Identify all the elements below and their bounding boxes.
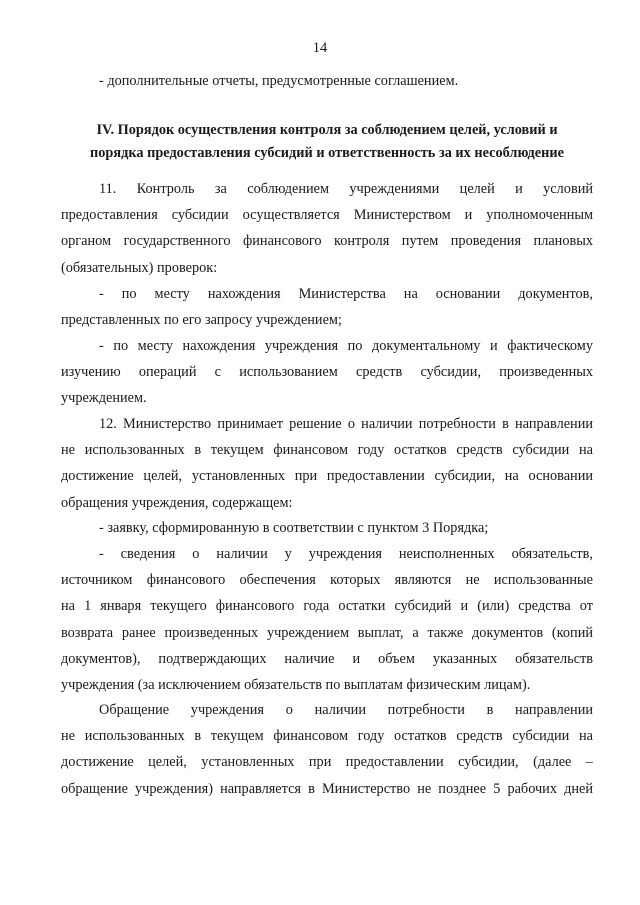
bullet-application	[61, 515, 593, 541]
section-heading	[61, 119, 593, 165]
text-line: - по месту нахождения Министерства на основании документов,	[99, 286, 593, 302]
text-line: изучению операций с использованием средств субсидии, произведенных	[61, 364, 593, 381]
text-line: - заявку, сформированную в соответствии с пунктом 3 Порядка;	[99, 520, 489, 536]
text-line: представленных по его запросу учреждением;	[61, 312, 342, 329]
text-line: не использованных в текущем финансовом году остатков средств субсидии на	[61, 728, 593, 745]
text-line: 12. Министерство принимает решение о наличии потребности в направлении	[99, 416, 593, 432]
paragraph-12	[61, 411, 593, 516]
text-line: достижение целей, установленных при предоставлении субсидии, на основании	[61, 468, 593, 485]
text-line: органом государственного финансового контроля путем проведения плановых	[61, 233, 593, 250]
text-line: учреждением.	[61, 390, 147, 407]
bullet-institution-location	[61, 333, 593, 412]
text-line: - сведения о наличии у учреждения неисполненных обязательств,	[99, 546, 593, 562]
text-line: достижение целей, установленных при предоставлении субсидии, (далее –	[61, 754, 593, 771]
text-line: документов), подтверждающих наличие и объем указанных обязательств	[61, 650, 593, 667]
text-line: обращения учреждения, содержащем:	[61, 494, 293, 511]
paragraph-11	[61, 176, 593, 281]
text-line: предоставления субсидии осуществляется Министерством и уполномоченным	[61, 207, 593, 224]
text-line: не использованных в текущем финансовом году остатков средств субсидии на	[61, 442, 593, 459]
section-heading-line-1: IV. Порядок осуществления контроля за соблюдением целей, условий и	[96, 122, 558, 138]
section-heading-line-2: порядка предоставления субсидий и ответственность за их несоблюдение	[90, 145, 564, 161]
text-line: на 1 января текущего финансового года остатки субсидий и (или) средства от	[61, 598, 593, 615]
text-line: Обращение учреждения о наличии потребности в направлении	[99, 702, 593, 718]
page-number: 14	[312, 40, 328, 56]
text-line: 11. Контроль за соблюдением учреждениями целей и условий	[99, 181, 593, 197]
intro-paragraph	[61, 68, 593, 94]
text-line: учреждения (за исключением обязательств по выплатам физическим лицам).	[61, 676, 531, 693]
text-line: (обязательных) проверок:	[61, 259, 218, 276]
text-line: обращение учреждения) направляется в Министерство не позднее 5 рабочих дней	[61, 780, 593, 797]
text-line: - по месту нахождения учреждения по документальному и фактическому	[99, 338, 593, 354]
bullet-ministry-location	[61, 281, 593, 333]
text-line: - дополнительные отчеты, предусмотренные соглашением.	[99, 73, 459, 89]
text-line: возврата ранее произведенных учреждением выплат, а также документов (копий	[61, 624, 593, 641]
text-line: источником финансового обеспечения которых являются не использованные	[61, 572, 593, 589]
paragraph-appeal	[61, 697, 593, 802]
bullet-obligations-info	[61, 541, 593, 698]
